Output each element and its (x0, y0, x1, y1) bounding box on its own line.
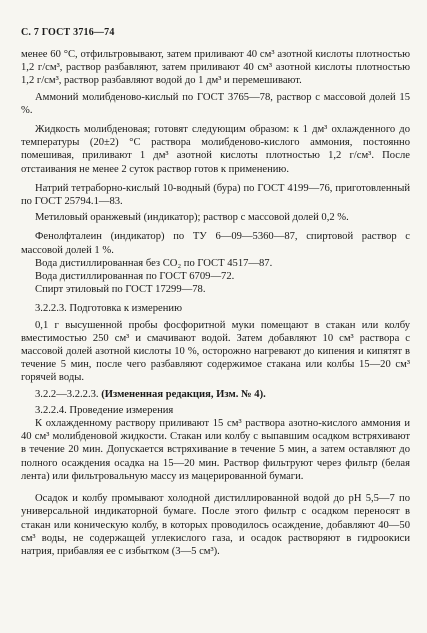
paragraph: Жидкость молибденовая; готовят следующим образом: к 1 дм³ охлажденного до температуры (20±2) °С раствора молибденово-кислого аммония, постоянно помешивая, приливают 1 дм³ азотной кислоты плотностью 1,2 г/см³. После отстаивания не менее 2 суток раствор готов к применению. (21, 124, 410, 175)
amendment-note (21, 388, 410, 401)
paragraph: Фенолфталеин (индикатор) по ТУ 6—09—5360—87, спиртовой раствор с массовой долей 1 %. (21, 231, 410, 256)
paragraph: Аммоний молибденово-кислый по ГОСТ 3765—78, раствор с массовой долей 15 %. (21, 91, 410, 116)
paragraph: Вода дистиллированная без CO₂ по ГОСТ 4517—87. (35, 257, 273, 269)
page-header: С. 7 ГОСТ 3716—74 (21, 27, 115, 38)
amendment-number: 3.2.2—3.2.2.3. (35, 388, 99, 400)
section-heading: 3.2.2.3. Подготовка к измерению (35, 303, 182, 315)
section-heading: 3.2.2.4. Проведение измерения (35, 404, 174, 416)
paragraph: 0,1 г высушенной пробы фосфоритной муки помещают в стакан или колбу вместимостью 250 см³ и смачивают водой. Затем добавляют 10 см³ раствора с массовой долей азотной кислоты 10 %, осторожно нагревают до кипения и кипятят в течение 5 мин, после чего разбавляют содержимое стакана или колбы 15—20 см³ горячей воды. (21, 319, 410, 384)
paragraph: К охлажденному раствору приливают 15 см³ раствора азотно-кислого аммония и 40 см³ молибденовой жидкости. Стакан или колбу с выпавшим осадком встряхивают в течение 20 мин. Допускается встряхивание в течение 5 мин, а затем оставляют до полного осаждения осадка на 15—20 мин. Раствор фильтруют через фильтр (белая лента) или фильтровальную массу из мацерированной бумаги. (21, 418, 410, 482)
paragraph: менее 60 °С, отфильтровывают, затем приливают 40 см³ азотной кислоты плотностью 1,2 г/см³, раствор разбавляют, затем приливают 40 см³ азотной кислоты плотностью 1,2 г/см³, раствор разбавляют водой до 1 дм³ и перемешивают. (21, 49, 410, 87)
document-body (21, 48, 410, 558)
paragraph: Натрий тетраборно-кислый 10-водный (бура) по ГОСТ 4199—76, приготовленный по ГОСТ 25794.1—83. (21, 182, 410, 208)
paragraph: Метиловый оранжевый (индикатор); раствор с массовой долей 0,2 %. (35, 212, 349, 224)
paragraph: Спирт этиловый по ГОСТ 17299—78. (35, 284, 206, 296)
amendment-text: (Измененная редакция, Изм. № 4). (101, 388, 266, 400)
paragraph: Осадок и колбу промывают холодной дистиллированной водой до pH 5,5—7 по универсальной индикаторной бумаге. После этого фильтр с осадком переносят в стакан или коническую колбу, в которых проводилось осаждение, добавляют 40—50 см³ воды, не содержащей углекислого газа, и осадок растворяют в гидроокиси натрия, прибавляя ее с избытком (3—5 см³). (21, 493, 410, 557)
paragraph: Вода дистиллированная по ГОСТ 6709—72. (35, 271, 235, 283)
